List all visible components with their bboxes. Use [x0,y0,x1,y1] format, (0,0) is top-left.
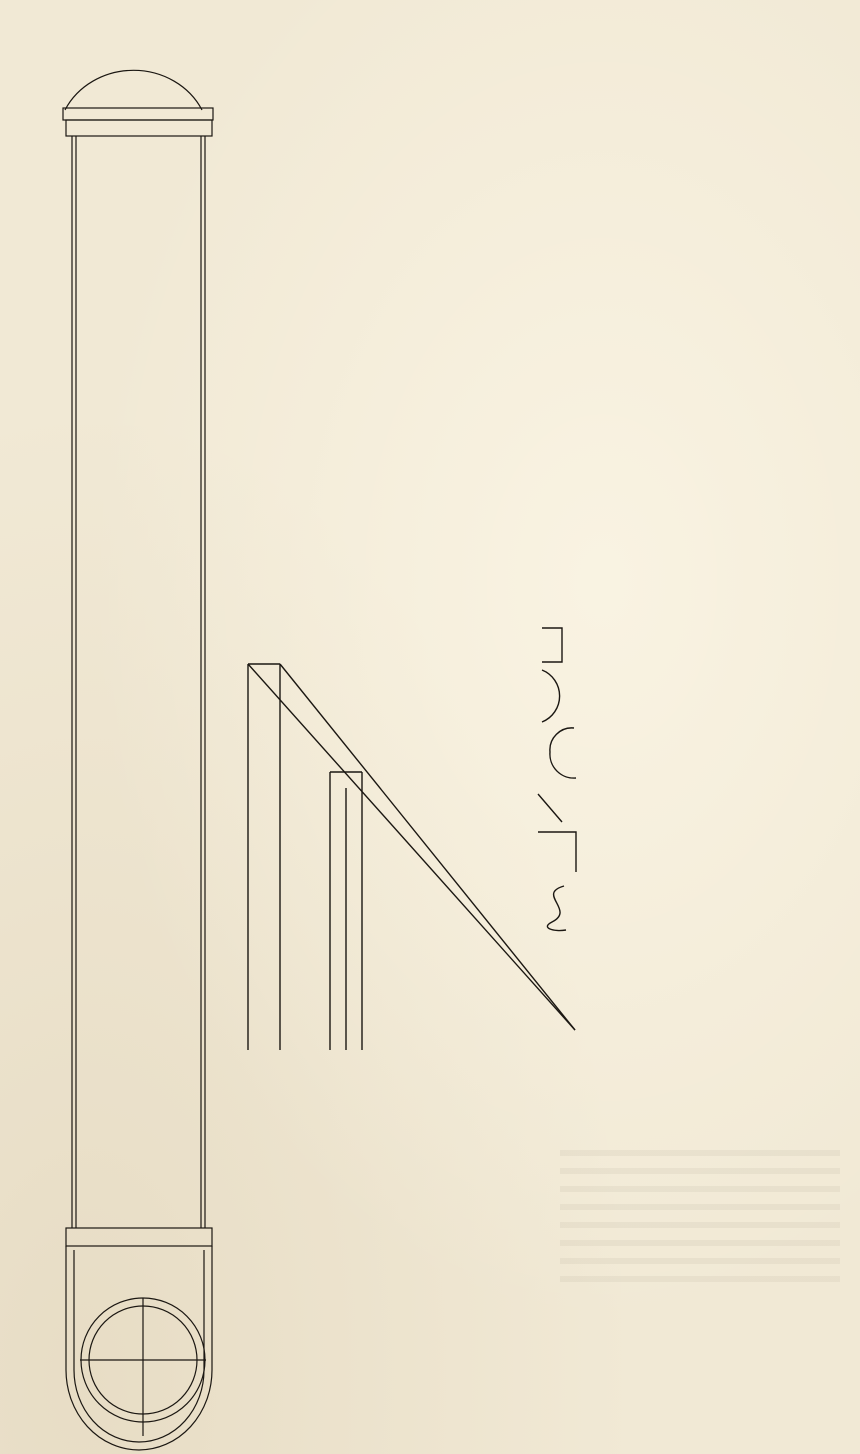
profile-eck [538,794,562,822]
profile-schlangen [547,886,566,931]
strip-line-b-c [280,664,575,1030]
profile-fasen [542,628,562,662]
profile-holkeln [542,670,560,722]
fasen-diagram [220,610,600,1050]
column-figure [0,0,230,1454]
strip-line-a-c [248,664,575,1030]
base-plan-outline [66,1246,212,1450]
base-plan-inner [74,1250,204,1442]
capital-band [63,108,213,120]
capital-label-band [66,120,212,136]
bleed-through-shadow [560,1150,840,1290]
profile-wellen [550,728,576,778]
profile-winkell [538,832,576,872]
base-label-band [66,1228,212,1246]
dome-outline [65,70,202,110]
